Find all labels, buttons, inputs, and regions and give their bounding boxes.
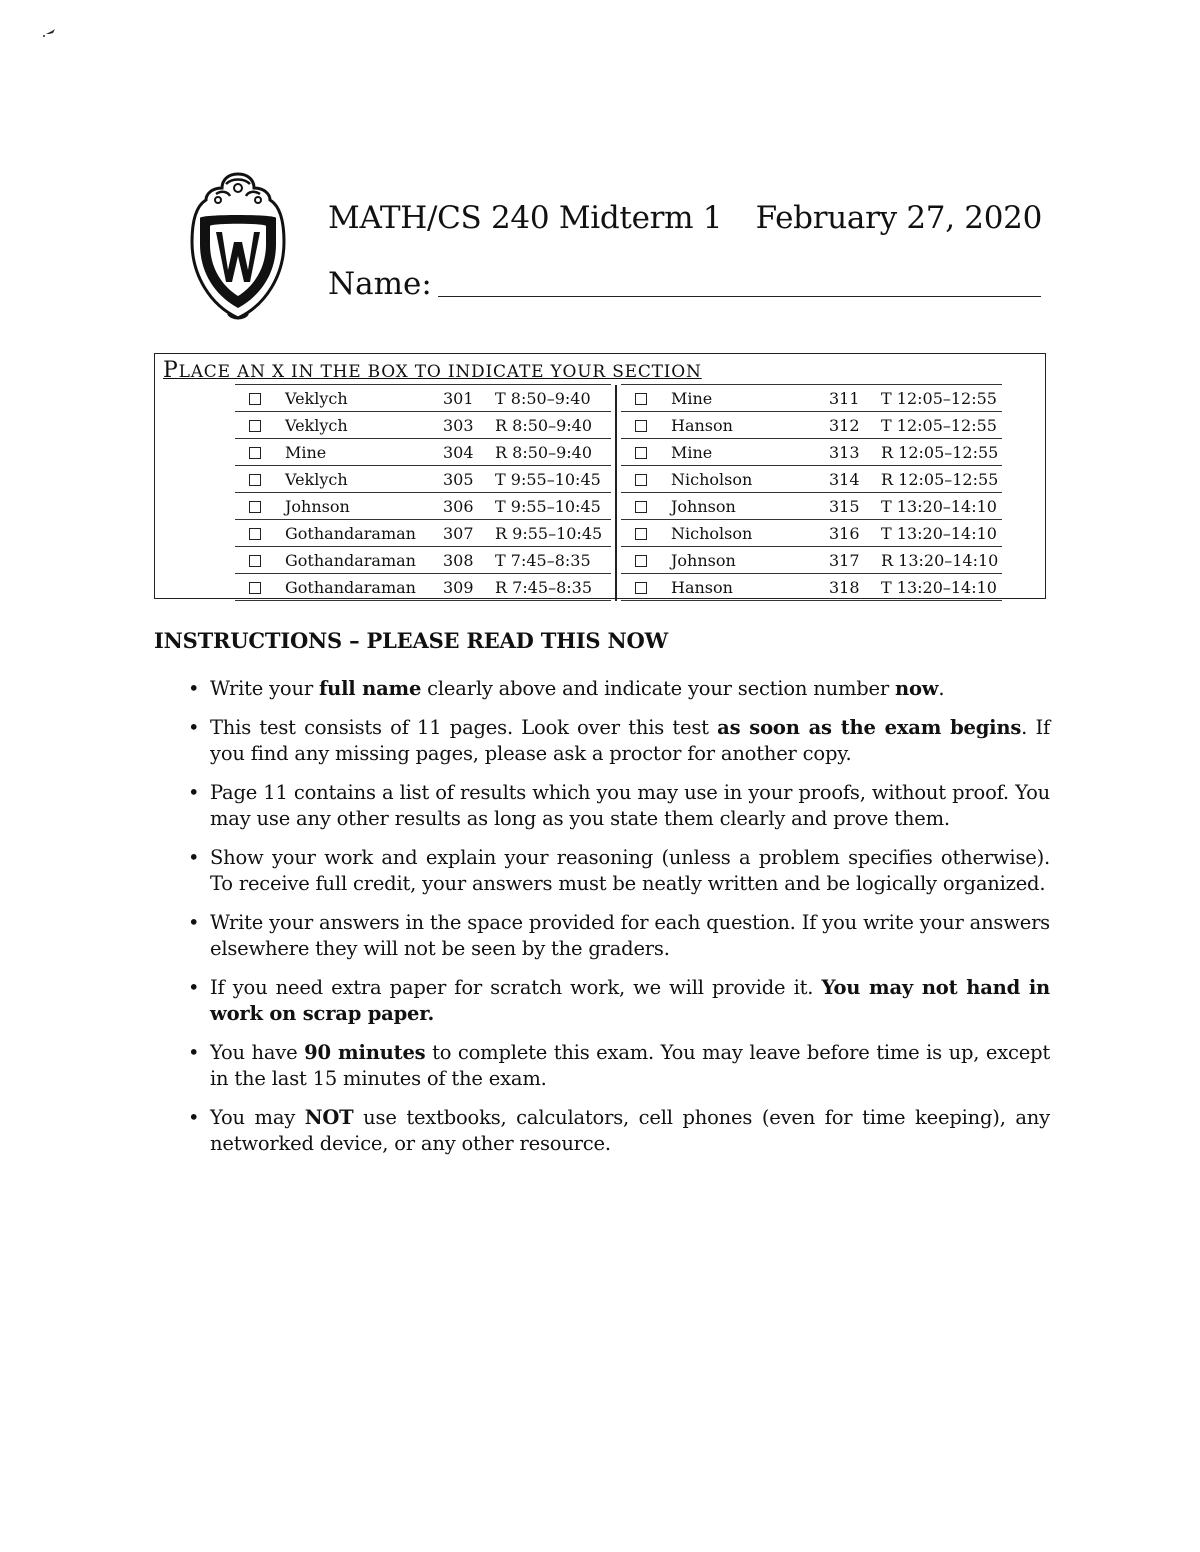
instruction-text: Write your [210,677,319,700]
instruction-text: Page 11 contains a list of results which you may use in your proofs, without proof. You may use any other results as long as you state them clearly and prove them. [210,781,1050,830]
instruction-item [188,975,1050,1027]
section-checkbox[interactable] [249,582,261,594]
section-row [235,385,1002,412]
instruction-text: If you need extra paper for scratch work, we will provide it. [210,976,822,999]
instruction-text: . [938,677,945,700]
section-table [235,384,1002,601]
section-time: T 13:20–14:10 [877,574,1002,601]
section-row [235,412,1002,439]
instructor-name: Veklych [275,385,439,412]
section-number: 315 [825,493,877,520]
instruction-text: use textbooks, calculators, cell phones (even for time keeping), any networked device, or any other resource. [210,1106,1050,1155]
section-time: T 9:55–10:45 [491,466,611,493]
instructor-name: Mine [661,439,825,466]
section-number: 318 [825,574,877,601]
instructor-name: Mine [275,439,439,466]
instruction-text: Show your work and explain your reasoning (unless a problem specifies otherwise). To receive full credit, your answers must be neatly written and be logically organized. [210,846,1050,895]
section-time: R 13:20–14:10 [877,547,1002,574]
section-checkbox[interactable] [635,582,647,594]
instructor-name: Mine [661,385,825,412]
section-time: T 12:05–12:55 [877,385,1002,412]
instruction-item [188,910,1050,962]
instructor-name: Hanson [661,574,825,601]
instruction-item [188,676,1050,702]
section-row [235,547,1002,574]
section-time: T 13:20–14:10 [877,493,1002,520]
instructor-name: Veklych [275,412,439,439]
section-number: 312 [825,412,877,439]
instructor-name: Johnson [661,493,825,520]
section-checkbox[interactable] [635,501,647,513]
instruction-emphasis: now [895,677,939,700]
section-checkbox[interactable] [635,555,647,567]
instructor-name: Johnson [661,547,825,574]
instruction-text: clearly above and indicate your section number [421,677,895,700]
instruction-text: This test consists of 11 pages. Look over this test [210,716,718,739]
section-number: 309 [439,574,491,601]
section-checkbox[interactable] [249,393,261,405]
section-checkbox[interactable] [635,447,647,459]
exam-date: February 27, 2020 [755,200,1042,236]
instruction-emphasis: You may not hand in work on scrap paper. [210,976,1051,1025]
section-time: R 8:50–9:40 [491,439,611,466]
section-number: 303 [439,412,491,439]
section-row [235,520,1002,547]
instructor-name: Gothandaraman [275,574,439,601]
section-checkbox[interactable] [249,474,261,486]
section-checkbox[interactable] [249,420,261,432]
section-time: T 8:50–9:40 [491,385,611,412]
instruction-item [188,715,1050,767]
instruction-text: You may [210,1106,305,1129]
instructor-name: Gothandaraman [275,520,439,547]
instruction-emphasis: 90 minutes [304,1041,426,1064]
instruction-emphasis: NOT [304,1106,354,1129]
section-checkbox[interactable] [635,393,647,405]
section-row [235,439,1002,466]
section-number: 317 [825,547,877,574]
instruction-item [188,1040,1050,1092]
section-selection-box [154,353,1046,599]
instruction-text: . If you find any missing pages, please ask a proctor for another copy. [210,716,1050,765]
section-time: T 13:20–14:10 [877,520,1002,547]
section-time: T 9:55–10:45 [491,493,611,520]
section-number: 307 [439,520,491,547]
section-time: R 12:05–12:55 [877,466,1002,493]
section-checkbox[interactable] [249,447,261,459]
instruction-item [188,780,1050,832]
instructor-name: Nicholson [661,466,825,493]
name-label: Name: [328,266,432,302]
section-number: 301 [439,385,491,412]
section-checkbox[interactable] [249,501,261,513]
section-checkbox[interactable] [635,528,647,540]
university-crest-logo [188,170,288,322]
section-number: 314 [825,466,877,493]
instructor-name: Veklych [275,466,439,493]
section-time: R 9:55–10:45 [491,520,611,547]
section-time: T 12:05–12:55 [877,412,1002,439]
instructor-name: Nicholson [661,520,825,547]
section-checkbox[interactable] [635,474,647,486]
section-number: 305 [439,466,491,493]
instructions-heading: INSTRUCTIONS – PLEASE READ THIS NOW [154,628,668,653]
instruction-text: to complete this exam. You may leave before time is up, except in the last 15 minutes of the exam. [210,1041,1051,1090]
instructor-name: Gothandaraman [275,547,439,574]
section-time: T 7:45–8:35 [491,547,611,574]
section-number: 308 [439,547,491,574]
section-heading: PLACE AN X IN THE BOX TO INDICATE YOUR SECTION [163,358,702,383]
section-row [235,466,1002,493]
section-time: R 7:45–8:35 [491,574,611,601]
instructor-name: Johnson [275,493,439,520]
instruction-emphasis: full name [318,677,422,700]
instructions-list [188,676,1050,1170]
instruction-text: Write your answers in the space provided for each question. If you write your answers elsewhere they will not be seen by the graders. [210,911,1050,960]
exam-title: MATH/CS 240 Midterm 1 [328,200,723,236]
section-time: R 12:05–12:55 [877,439,1002,466]
section-number: 304 [439,439,491,466]
section-number: 316 [825,520,877,547]
instructor-name: Hanson [661,412,825,439]
section-row [235,574,1002,601]
section-number: 313 [825,439,877,466]
instruction-emphasis: as soon as the exam begins [717,716,1022,739]
instruction-text: You have [210,1041,305,1064]
section-row [235,493,1002,520]
instruction-item [188,1105,1050,1157]
scan-specks [40,24,70,84]
section-number: 306 [439,493,491,520]
section-time: R 8:50–9:40 [491,412,611,439]
section-number: 311 [825,385,877,412]
name-field[interactable] [438,296,1041,297]
section-checkbox[interactable] [249,555,261,567]
section-checkbox[interactable] [249,528,261,540]
instruction-item [188,845,1050,897]
section-checkbox[interactable] [635,420,647,432]
